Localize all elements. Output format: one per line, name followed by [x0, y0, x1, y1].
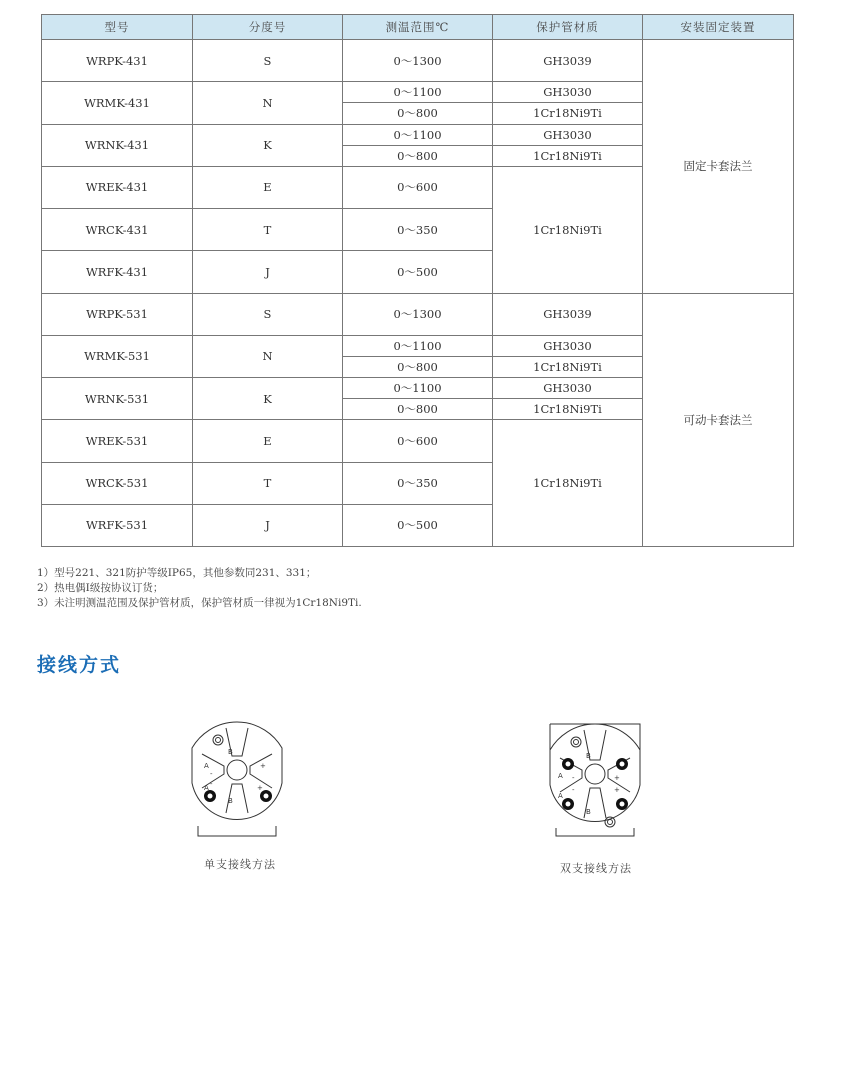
cell-model: WRPK-431: [42, 40, 193, 82]
single-wiring-caption: 单支接线方法: [204, 858, 276, 871]
cell-graduation: S: [193, 293, 343, 335]
label-plus-bottom: +: [257, 784, 263, 792]
terminal-base: [198, 826, 276, 836]
cell-material: 1Cr18Ni9Ti: [493, 103, 643, 124]
label-minus-bottom: -: [210, 780, 213, 788]
cell-range: 0～800: [343, 103, 493, 124]
table-row: [42, 40, 794, 61]
cell-material: GH3030: [493, 124, 643, 145]
cell-model: WREK-431: [42, 166, 193, 208]
cell-model: WRFK-531: [42, 504, 193, 546]
double-wiring-diagram: [538, 720, 653, 845]
cell-material: 1Cr18Ni9Ti: [493, 356, 643, 377]
note-2: 2）热电偶I级按协议订货；: [37, 582, 164, 594]
cell-model: WRMK-531: [42, 335, 193, 377]
cell-material: 1Cr18Ni9Ti: [493, 399, 643, 420]
cell-mount: 固定卡套法兰: [643, 40, 794, 294]
header-model: 型号: [42, 15, 193, 40]
cell-range: 0～1100: [343, 378, 493, 399]
spec-table: [41, 14, 794, 547]
label-a-top: A: [204, 762, 209, 770]
single-wiring-diagram: [180, 718, 295, 843]
table-row: [42, 293, 794, 314]
label-b-top: B: [228, 748, 233, 756]
label-minus-bottom: -: [572, 786, 575, 794]
header-range: 测温范围℃: [343, 15, 493, 40]
cell-graduation: E: [193, 166, 343, 208]
cell-range: 0～800: [343, 399, 493, 420]
double-wiring-caption: 双支接线方法: [560, 862, 632, 875]
label-plus-top: +: [614, 774, 620, 782]
cell-range: 0～350: [343, 462, 493, 504]
cell-range: 0～800: [343, 145, 493, 166]
cell-graduation: T: [193, 209, 343, 251]
cell-model: WRMK-431: [42, 82, 193, 124]
cell-material: GH3030: [493, 82, 643, 103]
cell-graduation: K: [193, 124, 343, 166]
cell-range: 0～600: [343, 166, 493, 208]
cell-model: WRNK-431: [42, 124, 193, 166]
cell-range: 0～350: [343, 209, 493, 251]
cell-range: 0～1100: [343, 335, 493, 356]
label-b-bottom: B: [586, 808, 591, 816]
cell-graduation: J: [193, 251, 343, 293]
section-title: 接线方式: [37, 654, 122, 676]
label-minus-top: -: [210, 770, 213, 778]
label-a-bottom: A: [204, 784, 209, 792]
cell-material-merged: 1Cr18Ni9Ti: [493, 420, 643, 547]
cell-model: WRNK-531: [42, 378, 193, 420]
header-material: 保护管材质: [493, 15, 643, 40]
cell-material: 1Cr18Ni9Ti: [493, 145, 643, 166]
cell-range: 0～1100: [343, 82, 493, 103]
header-mount: 安装固定装置: [643, 15, 794, 40]
label-b-bottom: B: [228, 797, 233, 805]
table-header-row: [42, 15, 794, 40]
cell-material: GH3039: [493, 40, 643, 82]
cell-graduation: E: [193, 420, 343, 462]
terminal-base: [556, 828, 634, 836]
center-hole: [585, 764, 605, 784]
cell-model: WRCK-431: [42, 209, 193, 251]
notes: [37, 566, 362, 611]
cell-material-merged: 1Cr18Ni9Ti: [493, 166, 643, 293]
cell-material: GH3030: [493, 335, 643, 356]
cell-material: GH3030: [493, 378, 643, 399]
label-b-top: B: [586, 752, 591, 760]
label-plus-top: +: [260, 762, 266, 770]
cell-model: WRPK-531: [42, 293, 193, 335]
note-1: 1）型号221、321防护等级IP65，其他参数同231、331；: [37, 567, 317, 579]
cell-range: 0～1300: [343, 293, 493, 335]
label-plus-bottom: +: [614, 786, 620, 794]
label-a-bottom: A: [558, 792, 563, 800]
terminal-block-outline: [192, 722, 282, 819]
cell-material: GH3039: [493, 293, 643, 335]
cell-range: 0～500: [343, 504, 493, 546]
cell-mount: 可动卡套法兰: [643, 293, 794, 547]
cell-graduation: K: [193, 378, 343, 420]
center-hole: [227, 760, 247, 780]
cell-range: 0～800: [343, 356, 493, 377]
cell-model: WREK-531: [42, 420, 193, 462]
cell-range: 0～1300: [343, 40, 493, 82]
cell-model: WRFK-431: [42, 251, 193, 293]
label-minus-top: -: [572, 774, 575, 782]
cell-graduation: T: [193, 462, 343, 504]
cell-graduation: N: [193, 335, 343, 377]
cell-graduation: J: [193, 504, 343, 546]
note-3: 3）未注明测温范围及保护管材质，保护管材质一律视为1Cr18Ni9Ti.: [37, 597, 362, 609]
cell-model: WRCK-531: [42, 462, 193, 504]
cell-range: 0～500: [343, 251, 493, 293]
cell-range: 0～1100: [343, 124, 493, 145]
cell-graduation: N: [193, 82, 343, 124]
label-a-top: A: [558, 772, 563, 780]
cell-graduation: S: [193, 40, 343, 82]
header-graduation: 分度号: [193, 15, 343, 40]
cell-range: 0～600: [343, 420, 493, 462]
